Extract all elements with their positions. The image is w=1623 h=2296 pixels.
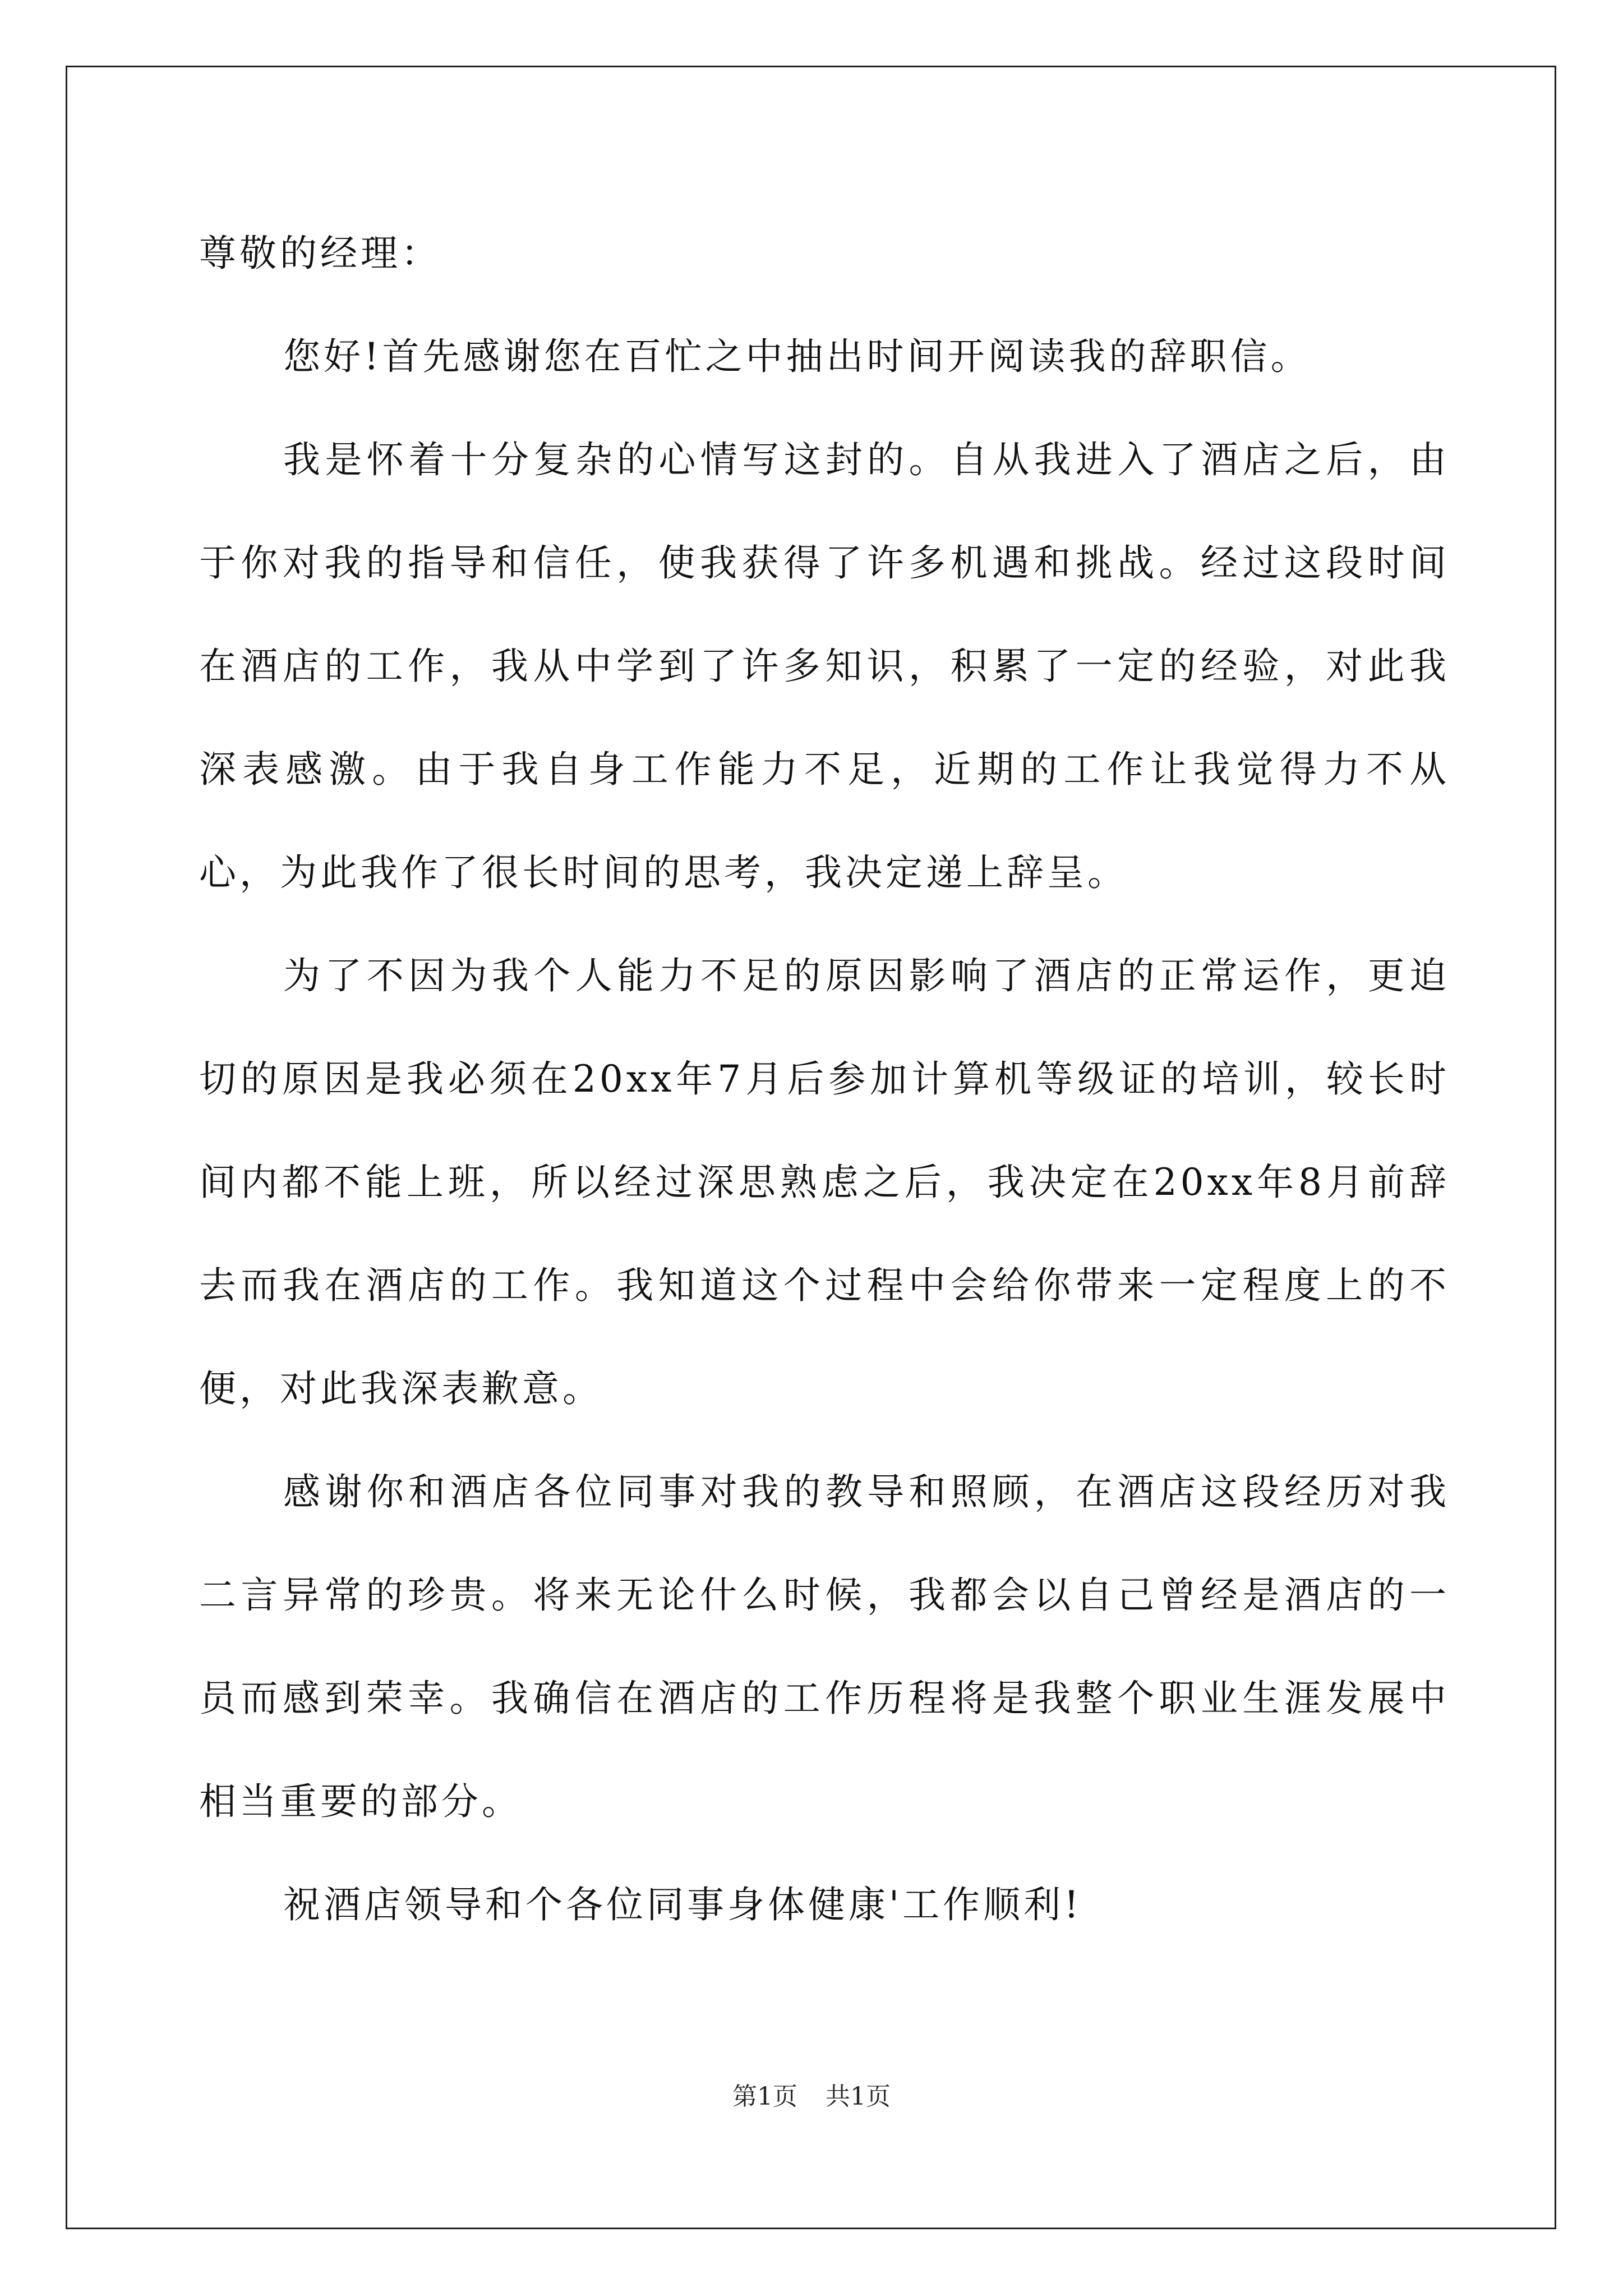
paragraph-reason: 我是怀着十分复杂的心情写这封的。自从我进入了酒店之后，由于你对我的指导和信任，使我获得了许多机遇和挑战。经过这段时间在酒店的工作，我从中学到了许多知识，积累了一定的经验，对此我深表感激。由于我自身工作能力不足，近期的工作让我觉得力不从心，为此我作了很长时间的思考，我决定递上辞呈。: [199, 438, 1450, 894]
letter-body: [199, 202, 1450, 1957]
page-footer: [0, 2080, 1623, 2114]
salutation: 尊敬的经理：: [199, 232, 441, 275]
paragraph-closing: 祝酒店领导和个各位同事身体健康'工作顺利!: [283, 1883, 1082, 1926]
page-number: 第1页: [732, 2082, 797, 2111]
paragraph-details: 为了不因为我个人能力不足的原因影响了酒店的正常运作，更迫切的原因是我必须在20xx年7月后参加计算机等级证的培训，较长时间内都不能上班，所以经过深思熟虑之后，我决定在20xx年8月前辞去而我在酒店的工作。我知道这个过程中会给你带来一定程度上的不便，对此我深表歉意。: [199, 954, 1450, 1410]
paragraph-thanks: 感谢你和酒店各位同事对我的教导和照顾，在酒店这段经历对我二言异常的珍贵。将来无论什么时候，我都会以自己曾经是酒店的一员而感到荣幸。我确信在酒店的工作历程将是我整个职业生涯发展中相当重要的部分。: [199, 1470, 1450, 1823]
page-total: 共1页: [826, 2082, 891, 2111]
paragraph-greeting: 您好!首先感谢您在百忙之中抽出时间开阅读我的辞职信。: [283, 335, 1311, 378]
